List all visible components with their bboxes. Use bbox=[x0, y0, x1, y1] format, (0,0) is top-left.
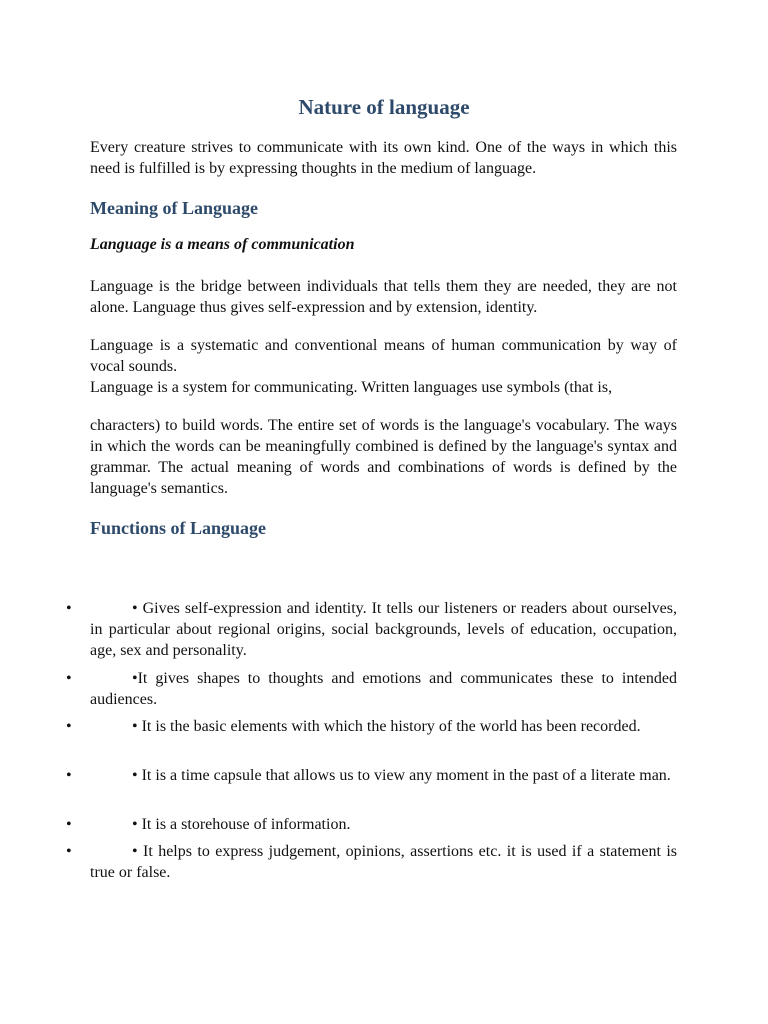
bullet-icon: • bbox=[66, 600, 72, 617]
meaning-paragraph-2: Language is a systematic and conventional means of human communication by way of vocal sounds. bbox=[90, 337, 677, 375]
list-item-text: •It gives shapes to thoughts and emotions and communicates these to intended audiences. bbox=[90, 670, 677, 708]
meaning-paragraph-4: characters) to build words. The entire set of words is the language's vocabulary. The ways in which the words can be meaningfully combined is defined by the language's syntax and grammar. The actual meaning of words and combinations of words is defined by the language's semantics. bbox=[90, 417, 677, 497]
bullet-icon: • bbox=[66, 670, 72, 687]
meaning-paragraph-1: Language is the bridge between individuals that tells them they are needed, they are not alone. Language thus gives self-expression and by extension, identity. bbox=[90, 278, 677, 316]
page-title: Nature of language bbox=[298, 95, 470, 119]
bullet-icon: • bbox=[66, 767, 72, 784]
bullet-icon: • bbox=[66, 718, 72, 735]
list-item-text: • It is a storehouse of information. bbox=[132, 816, 351, 833]
meaning-paragraph-3: Language is a system for communicating. Written languages use symbols (that is, bbox=[90, 379, 613, 396]
list-item-text: • Gives self-expression and identity. It tells our listeners or readers about ourselves, in particular about regional origins, social backgrounds, levels of education, occupation, age, sex and personality. bbox=[90, 600, 677, 659]
bullet-icon: • bbox=[66, 816, 72, 833]
list-item-text: • It is the basic elements with which the history of the world has been recorded. bbox=[132, 718, 641, 735]
meaning-subheading: Language is a means of communication bbox=[90, 236, 355, 253]
list-item-text: • It is a time capsule that allows us to view any moment in the past of a literate man. bbox=[132, 767, 671, 784]
intro-paragraph: Every creature strives to communicate with its own kind. One of the ways in which this need is fulfilled is by expressing thoughts in the medium of language. bbox=[90, 139, 677, 177]
bullet-icon: • bbox=[66, 843, 72, 860]
list-item-text: • It helps to express judgement, opinions, assertions etc. it is used if a statement is true or false. bbox=[90, 843, 677, 881]
functions-heading: Functions of Language bbox=[90, 518, 267, 538]
meaning-heading: Meaning of Language bbox=[90, 198, 259, 218]
